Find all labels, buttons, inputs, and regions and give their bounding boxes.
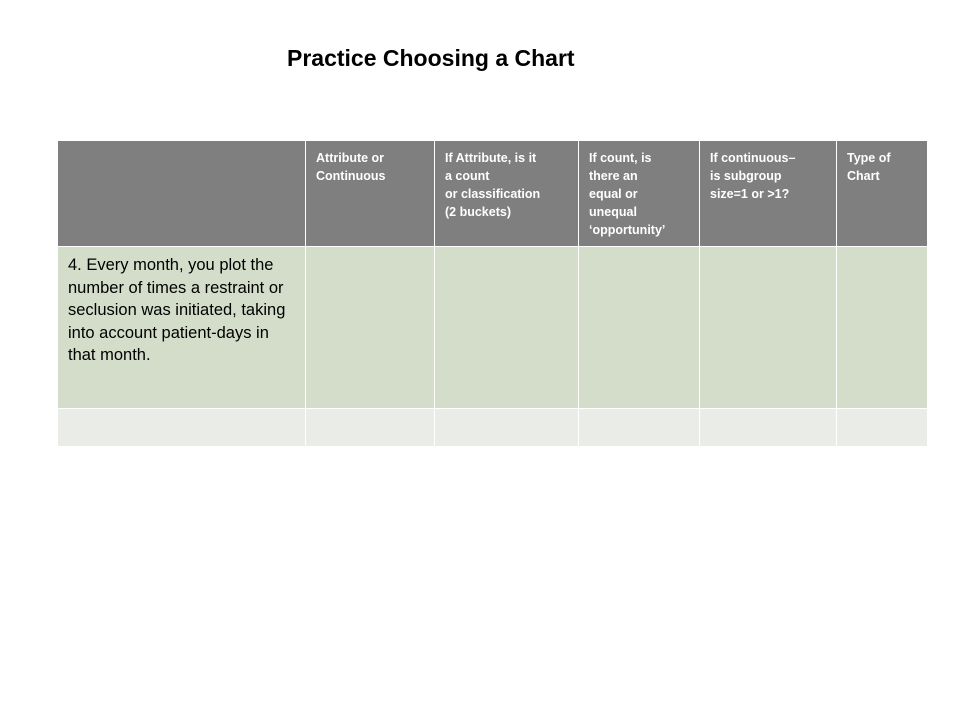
answer-cell-type-of-chart[interactable] bbox=[837, 247, 928, 409]
question-cell: 4. Every month, you plot the number of times a restraint or seclusion was initiated, taking into account patient-days in that month. bbox=[58, 247, 306, 409]
header-cell-count-or-classification: If Attribute, is it a count or classification (2 buckets) bbox=[435, 141, 579, 247]
table-header-row bbox=[58, 141, 928, 247]
answer-cell-equal-or-unequal-opportunity[interactable] bbox=[579, 247, 700, 409]
slide-title: Practice Choosing a Chart bbox=[287, 45, 575, 71]
answer-cell-subgroup-size[interactable] bbox=[700, 247, 837, 409]
header-cell-subgroup-size: If continuous– is subgroup size=1 or >1? bbox=[700, 141, 837, 247]
answer-cell-count-or-classification[interactable] bbox=[435, 247, 579, 409]
question-cell bbox=[58, 409, 306, 447]
table-row bbox=[58, 247, 928, 409]
chart-selection-table bbox=[57, 140, 928, 447]
answer-cell-count-or-classification[interactable] bbox=[435, 409, 579, 447]
answer-cell-type-of-chart[interactable] bbox=[837, 409, 928, 447]
answer-cell-equal-or-unequal-opportunity[interactable] bbox=[579, 409, 700, 447]
header-cell-attribute-or-continuous: Attribute or Continuous bbox=[306, 141, 435, 247]
answer-cell-subgroup-size[interactable] bbox=[700, 409, 837, 447]
answer-cell-attribute-or-continuous[interactable] bbox=[306, 409, 435, 447]
table-row bbox=[58, 409, 928, 447]
header-cell-equal-or-unequal-opportunity: If count, is there an equal or unequal ‘opportunity’ bbox=[579, 141, 700, 247]
header-cell-type-of-chart: Type of Chart bbox=[837, 141, 928, 247]
header-cell-blank bbox=[58, 141, 306, 247]
answer-cell-attribute-or-continuous[interactable] bbox=[306, 247, 435, 409]
